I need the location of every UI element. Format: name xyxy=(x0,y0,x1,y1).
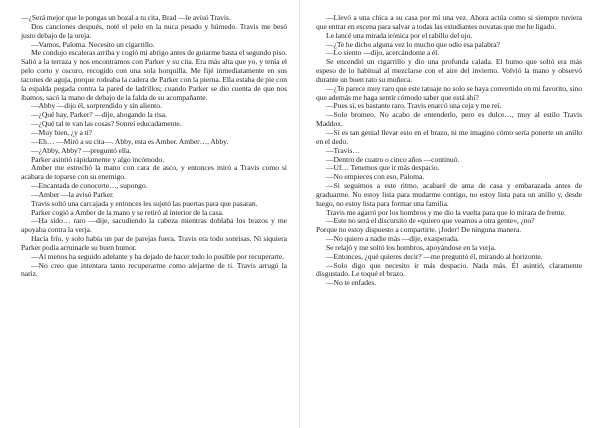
paragraph: —Amber —la avisó Parker. xyxy=(31,189,114,199)
paragraph: —Abby —dijo él, sorprendido y sin aliento. xyxy=(31,101,162,111)
paragraph: —Ha sido… raro —dije, sacudiendo la cabeza mientras doblaba los brazos y me apoyaba contra la verja. xyxy=(21,216,287,235)
paragraph: —Pues sí, es bastante raro. Travis enarcó una ceja y me reí. xyxy=(326,101,502,111)
paragraph: Hacía frío, y solo había un par de parejas fuera. Travis era todo sonrisas. Ni siquiera Parker podía arruinarle su buen humor. xyxy=(21,234,287,252)
paragraph: Parker asintió rápidamente y algo incómodo. xyxy=(31,154,165,164)
paragraph: —Si es tan genial llevar esto en el brazo, ni me imagino cómo sería ponerte un anillo en el dedo. xyxy=(316,127,582,146)
paragraph: —¿Qué tal te van las cosas? Sonreí educadamente. xyxy=(31,119,182,129)
paragraph: —No empieces con eso, Paloma. xyxy=(326,172,425,182)
paragraph: —Solo digo que necesito ir más despacio. Nada más. Él asintió, claramente disgustado. Le toqué el brazo. xyxy=(316,260,582,279)
paragraph: —Vamos, Paloma. Necesito un cigarrillo. xyxy=(31,39,155,49)
paragraph: —Muy bien, ¿y a ti? xyxy=(31,127,92,137)
paragraph: —No creo que intentara tanto recuperarme como alejarme de ti. Travis arrugó la nariz. xyxy=(21,260,287,279)
paragraph: Parker cogió a Amber de la mano y se retiró al interior de la casa. xyxy=(31,207,224,217)
paragraph: Travis me agarró por los hombros y me dio la vuelta para que lo mirara de frente. xyxy=(326,207,566,217)
paragraph: —Al menos ha seguido adelante y ha dejado de hacer todo lo posible por recuperarte. xyxy=(31,251,285,261)
paragraph: —Este no será el discursito de «quiero que veamos a otra gente», ¿no? xyxy=(326,216,535,226)
paragraph: Se relajó y me soltó los hombros, apoyándose en la verja. xyxy=(326,242,496,252)
paragraph: —Entonces, ¿qué quieres decir? —me preguntó él, mirando al horizonte. xyxy=(326,251,543,261)
paragraph: —¿Será mejor que le pongas un bozal a tu cita, Brad —le avisó Travis. xyxy=(21,13,231,22)
paragraph: —Dentro de cuatro o cinco años —continuó. xyxy=(326,154,460,164)
paragraph: Amber me estrechó la mano con cara de asco, y entonces miró a Travis como si acabara de toparse con su enemigo. xyxy=(21,163,287,182)
right-page xyxy=(300,0,600,428)
paragraph: Se encendió un cigarrillo y dio una profunda calada. El humo que soltó era más espeso de lo habitual al mezclarse con el aire del invierno. Volvió la mano y observó durante un buen rato su muñeca. xyxy=(316,57,582,84)
paragraph: Dos canciones después, noté el pelo en la nuca pesado y húmedo. Travis me besó justo debajo de la oreja. xyxy=(21,21,287,40)
paragraph: Travis soltó una carcajada y entonces les sujetó las puertas para que pasaran. xyxy=(31,198,258,208)
paragraph: Le lancé una mirada irónica por el rabillo del ojo. xyxy=(326,30,473,40)
paragraph: —Solo bromeo. No acabo de entenderlo, pero es dulce…, muy al estilo Travis Maddox. xyxy=(316,110,582,129)
paragraph: —¿Te he dicho alguna vez lo mucho que odio esa palabra? xyxy=(326,39,500,49)
paragraph: —Si seguimos a este ritmo, acabaré de ama de casa y embarazada antes de graduarme. No estoy lista para mudarme contigo, no estoy lista para un anillo y, desde luego, no estoy lista para formar una familia. xyxy=(316,181,582,208)
paragraph: —Lo siento —dijo, acercándome a él. xyxy=(326,48,440,58)
paragraph: —No te enfades. xyxy=(326,278,377,288)
paragraph: —Travis… xyxy=(326,145,360,155)
paragraph: Me condujo escaleras arriba y cogió mi abrigo antes de guiarme hasta el segundo piso. Salió a la terraza y nos encontramos con Parker y su cita. Era más alta que yo, y tenía el pelo corto y oscuro, recogido con una sola horquilla. Me fijé inmediatamente en sus tacones de aguja, porque rodeaba la cadera de Parker con la pierna. Ella estaba de pie con la espalda pegada contra la pared de ladrillos; cuando Parker se dio cuenta de que nos íbamos, sacó la mano de debajo de la falda de su acompañante. xyxy=(21,48,287,102)
paragraph: —Encantada de conocerte…, supongo. xyxy=(31,181,148,191)
paragraph: —No quiero a nadie más —dije, exasperada. xyxy=(326,234,459,244)
paragraph: Porque no estoy dispuesto a compartirte. ¡Joder! De ninguna manera. xyxy=(316,225,522,235)
paragraph: —¿Te parece muy raro que este tatuaje no solo se haya convertido en mi favorito, sino que además me haga sentir cómodo saber que está ahí? xyxy=(316,83,582,102)
paragraph: —Eh… —Miró a su cita—. Abby, esta es Amber. Amber…, Abby. xyxy=(31,136,229,146)
paragraph: —¿Qué hay, Parker? —dije, ahogando la risa. xyxy=(31,110,167,120)
paragraph: —Uf… Tenemos que ir más despacio. xyxy=(326,163,440,173)
paragraph: —¿Abby, Abby? —preguntó ella. xyxy=(31,145,132,155)
paragraph: —Llevó a una chica a su casa por mí una vez. Ahora actúa como si siempre tuviera que entrar en escena para salvar a todas las estudiantes novatas que me he ligado. xyxy=(316,13,582,31)
